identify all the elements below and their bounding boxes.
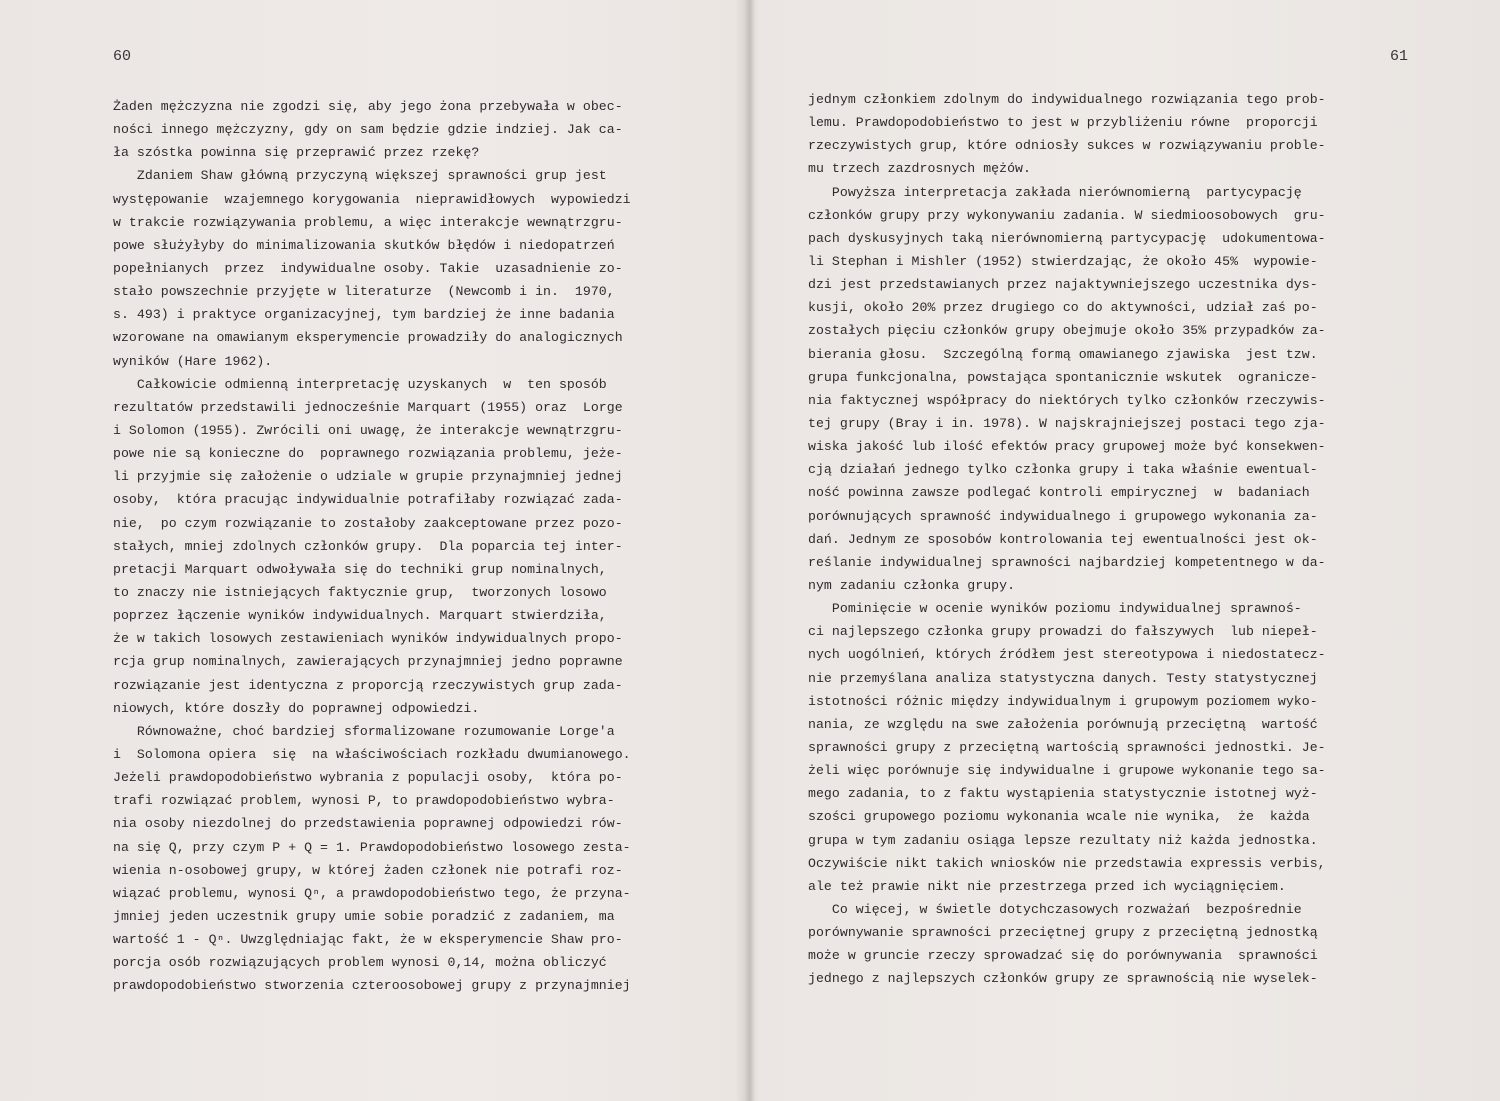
text-line: jednego z najlepszych członków grupy ze sprawnością nie wyselek- <box>808 971 1318 987</box>
text-line: nie, po czym rozwiązanie to zostałoby zaakceptowane przez pozo- <box>113 515 623 531</box>
text-line: Pominięcie w ocenie wyników poziomu indywidualnej sprawnoś- <box>808 601 1302 617</box>
right-page-text <box>808 88 1326 990</box>
text-line: członków grupy przy wykonywaniu zadania. W siedmioosobowych gru- <box>808 207 1326 223</box>
text-line: rozwiązanie jest identyczna z proporcją rzeczywistych grup zada- <box>113 677 623 693</box>
left-page-text <box>113 95 631 997</box>
text-line: wienia n-osobowej grupy, w której żaden członek nie potrafi roz- <box>113 862 623 878</box>
text-line: może w gruncie rzeczy sprowadzać się do porównywania sprawności <box>808 948 1318 964</box>
text-line: mu trzech zazdrosnych mężów. <box>808 161 1031 177</box>
text-line: nania, ze względu na swe założenia porównują przeciętną wartość <box>808 716 1318 732</box>
text-line: wyników (Hare 1962). <box>113 353 273 369</box>
text-line: nie przemyślana analiza statystyczna danych. Testy statystycznej <box>808 670 1318 686</box>
book-gutter <box>745 0 755 1101</box>
text-line: szości grupowego poziomu wykonania wcale nie wynika, że każda <box>808 809 1310 825</box>
text-line: wartość 1 - Qⁿ. Uwzględniając fakt, że w eksperymencie Shaw pro- <box>113 932 623 948</box>
text-line: grupa w tym zadaniu osiąga lepsze rezultaty niż każda jednostka. <box>808 832 1318 848</box>
text-line: zostałych pięciu członków grupy obejmuje około 35% przypadków za- <box>808 323 1326 339</box>
text-line: trafi rozwiązać problem, wynosi P, to prawdopodobieństwo wybra- <box>113 793 615 809</box>
left-page <box>0 0 740 1101</box>
text-line: nia osoby niezdolnej do przedstawienia poprawnej odpowiedzi rów- <box>113 816 623 832</box>
text-line: powe nie są konieczne do poprawnego rozwiązania problemu, jeże- <box>113 446 623 462</box>
text-line: li Stephan i Mishler (1952) stwierdzając, że około 45% wypowie- <box>808 253 1318 269</box>
text-line: ności innego mężczyzny, gdy on sam będzie gdzie indziej. Jak ca- <box>113 122 623 138</box>
right-page-number: 61 <box>1390 48 1409 65</box>
text-line: li przyjmie się założenie o udziale w grupie przynajmniej jednej <box>113 469 623 485</box>
text-line: ale też prawie nikt nie przestrzega przed ich wyciągnięciem. <box>808 878 1286 894</box>
text-line: reślanie indywidualnej sprawności najbardziej kompetentnego w da- <box>808 554 1326 570</box>
text-line: porównujących sprawność indywidualnego i grupowego wykonania za- <box>808 508 1318 524</box>
text-line: na się Q, przy czym P + Q = 1. Prawdopodobieństwo losowego zesta- <box>113 839 631 855</box>
text-line: występowanie wzajemnego korygowania nieprawidłowych wypowiedzi <box>113 191 631 207</box>
text-line: Żaden mężczyzna nie zgodzi się, aby jego żona przebywała w obec- <box>113 99 623 114</box>
text-line: dań. Jednym ze sposobów kontrolowania tej ewentualności jest ok- <box>808 531 1318 547</box>
text-line: nym zadaniu członka grupy. <box>808 577 1016 593</box>
text-line: ci najlepszego członka grupy prowadzi do fałszywych lub niepeł- <box>808 624 1318 640</box>
text-line: wiązać problemu, wynosi Qⁿ, a prawdopodobieństwo tego, że przyna- <box>113 885 631 901</box>
text-line: rezultatów przedstawili jednocześnie Marquart (1955) oraz Lorge <box>113 399 623 415</box>
text-line: Oczywiście nikt takich wniosków nie przedstawia expressis verbis, <box>808 855 1326 871</box>
text-line: jmniej jeden uczestnik grupy umie sobie poradzić z zadaniem, ma <box>113 908 615 924</box>
text-line: żeli więc porównuje się indywidualne i grupowe wykonanie tego sa- <box>808 763 1326 779</box>
text-line: niowych, które doszły do poprawnej odpowiedzi. <box>113 700 480 716</box>
left-page-number: 60 <box>113 48 132 65</box>
text-line: sprawności grupy z przeciętną wartością sprawności jednostki. Je- <box>808 739 1326 755</box>
text-line: Całkowicie odmienną interpretację uzyskanych w ten sposób <box>113 376 607 392</box>
text-line: i Solomona opiera się na właściwościach rozkładu dwumianowego. <box>113 746 631 762</box>
text-line: jednym członkiem zdolnym do indywidualnego rozwiązania tego prob- <box>808 92 1326 107</box>
text-line: pach dyskusyjnych taką nierównomierną partycypację udokumentowa- <box>808 230 1326 246</box>
text-line: dzi jest przedstawianych przez najaktywniejszego uczestnika dys- <box>808 277 1318 293</box>
text-line: tej grupy (Bray i in. 1978). W najskrajniejszej postaci tego zja- <box>808 415 1326 431</box>
text-line: Co więcej, w świetle dotychczasowych rozważań bezpośrednie <box>808 901 1302 917</box>
text-line: bierania głosu. Szczególną formą omawianego zjawiska jest tzw. <box>808 346 1318 362</box>
text-line: to znaczy nie istniejących faktycznie grup, tworzonych losowo <box>113 584 607 600</box>
text-line: ność powinna zawsze podlegać kontroli empirycznej w badaniach <box>808 485 1310 501</box>
text-line: osoby, która pracując indywidualnie potrafiłaby rozwiązać zada- <box>113 492 623 508</box>
text-line: poprzez łączenie wyników indywidualnych. Marquart stwierdziła, <box>113 608 607 624</box>
text-line: ła szóstka powinna się przeprawić przez rzekę? <box>113 145 480 161</box>
text-line: porcja osób rozwiązujących problem wynosi 0,14, można obliczyć <box>113 955 607 971</box>
text-line: popełnianych przez indywidualne osoby. Takie uzasadnienie zo- <box>113 260 623 276</box>
text-line: Powyższa interpretacja zakłada nierównomierną partycypację <box>808 184 1302 200</box>
text-line: że w takich losowych zestawieniach wyników indywidualnych propo- <box>113 631 623 647</box>
text-line: Jeżeli prawdopodobieństwo wybrania z populacji osoby, która po- <box>113 770 623 786</box>
text-line: grupa funkcjonalna, powstająca spontanicznie wskutek ogranicze- <box>808 369 1318 385</box>
text-line: s. 493) i praktyce organizacyjnej, tym bardziej że inne badania <box>113 307 615 323</box>
text-line: prawdopodobieństwo stworzenia czteroosobowej grupy z przynajmniej <box>113 978 631 994</box>
text-line: pretacji Marquart odwoływała się do techniki grup nominalnych, <box>113 561 607 577</box>
text-line: istotności różnic między indywidualnym i grupowym poziomem wyko- <box>808 693 1318 709</box>
text-line: stałych, mniej zdolnych członków grupy. Dla poparcia tej inter- <box>113 538 623 554</box>
right-page <box>758 0 1498 1101</box>
text-line: powe służyłyby do minimalizowania skutków błędów i niedopatrzeń <box>113 237 615 253</box>
text-line: lemu. Prawdopodobieństwo to jest w przybliżeniu równe proporcji <box>808 115 1318 131</box>
text-line: w trakcie rozwiązywania problemu, a więc interakcje wewnątrzgru- <box>113 214 623 230</box>
text-line: wiska jakość lub ilość efektów pracy grupowej może być konsekwen- <box>808 439 1326 455</box>
text-line: stało powszechnie przyjęte w literaturze (Newcomb i in. 1970, <box>113 284 615 300</box>
text-line: rcja grup nominalnych, zawierających przynajmniej jedno poprawne <box>113 654 623 670</box>
text-line: kusji, około 20% przez drugiego co do aktywności, udział zaś po- <box>808 300 1318 316</box>
text-line: cją działań jednego tylko członka grupy i taka właśnie ewentual- <box>808 462 1318 478</box>
text-line: rzeczywistych grup, które odniosły sukces w rozwiązywaniu proble- <box>808 138 1326 154</box>
text-line: porównywanie sprawności przeciętnej grupy z przeciętną jednostką <box>808 925 1318 941</box>
text-line: wzorowane na omawianym eksperymencie prowadziły do analogicznych <box>113 330 623 346</box>
text-line: mego zadania, to z faktu wystąpienia statystycznie istotnej wyż- <box>808 786 1318 802</box>
text-line: nych uogólnień, których źródłem jest stereotypowa i niedostatecz- <box>808 647 1326 663</box>
text-line: nia faktycznej współpracy do niektórych tylko członków rzeczywis- <box>808 392 1326 408</box>
text-line: i Solomon (1955). Zwrócili oni uwagę, że interakcje wewnątrzgru- <box>113 422 623 438</box>
text-line: Równoważne, choć bardziej sformalizowane rozumowanie Lorge'a <box>113 723 615 739</box>
text-line: Zdaniem Shaw główną przyczyną większej sprawności grup jest <box>113 168 607 184</box>
